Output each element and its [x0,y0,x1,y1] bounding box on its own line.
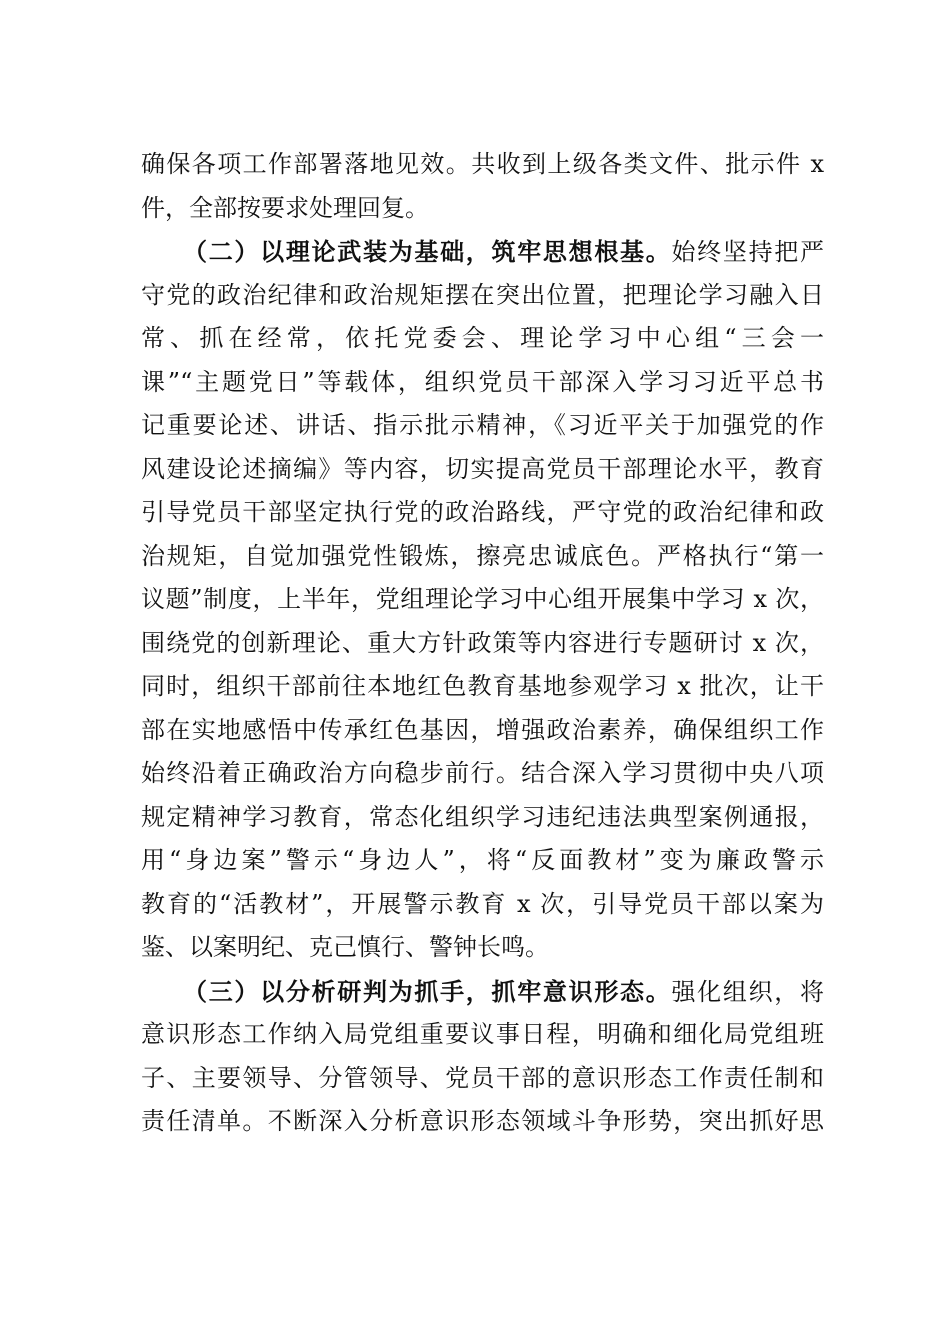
paragraph-line: 记重要论述、讲话、指示批示精神，《习近平关于加强党的作 [141,411,824,439]
paragraph-line: 责任清单。不断深入分析意识形态领域斗争形势，突出抓好思 [141,1107,824,1135]
paragraph-line: 同时，组织干部前往本地红色教育基地参观学习 x 批次，让干 [141,672,824,700]
paragraph-first-line [141,970,824,1014]
paragraph-line: 教育的“活教材”，开展警示教育 x 次，引导党员干部以案为 [141,889,824,918]
paragraph-line: 始终沿着正确政治方向稳步前行。结合深入学习贯彻中央八项 [141,759,824,787]
paragraph-line: 引导党员干部坚定执行党的政治路线，严守党的政治纪律和政 [141,498,824,526]
paragraph-line: 件，全部按要求处理回复。 [141,193,429,222]
paragraph-line: 子、主要领导、分管领导、党员干部的意识形态工作责任制和 [141,1063,824,1092]
paragraph-line: 守党的政治纪律和政治规矩摆在突出位置，把理论学习融入日 [141,280,824,309]
paragraph-line: 用“身边案”警示“身边人”，将“反面教材”变为廉政警示 [141,846,824,874]
paragraph-2 [141,230,824,970]
section-heading: （三）以分析研判为抓手，抓牢意识形态。 [183,976,672,1006]
paragraph-line: 治规矩，自觉加强党性锻炼，擦亮忠诚底色。严格执行“第一 [141,541,824,570]
section-heading: （二）以理论武装为基础，筑牢思想根基。 [183,237,672,266]
paragraph-line: 规定精神学习教育，常态化组织学习违纪违法典型案例通报， [141,802,824,831]
heading-line-text: 始终坚持把严 [671,238,825,266]
paragraph-first-line [141,230,824,274]
paragraph-line: 常、抓在经常，依托党委会、理论学习中心组“三会一 [141,324,824,352]
paragraph-line: 议题”制度，上半年，党组理论学习中心组开展集中学习 x 次， [141,585,824,613]
paragraph-line: 围绕党的创新理论、重大方针政策等内容进行专题研讨 x 次， [141,628,824,657]
paragraph-line: 风建设论述摘编》等内容，切实提高党员干部理论水平，教育 [141,454,824,483]
paragraph-line: 课”“主题党日”等载体，组织党员干部深入学习习近平总书 [141,367,824,396]
paragraph-line: 确保各项工作部署落地见效。共收到上级各类文件、批示件 x [141,150,824,178]
paragraph-line: 鉴、以案明纪、克己慎行、警钟长鸣。 [141,933,549,961]
paragraph-line: 意识形态工作纳入局党组重要议事日程，明确和细化局党组班 [141,1020,824,1048]
document-page [141,143,824,1144]
paragraph-line: 部在实地感悟中传承红色基因，增强政治素养，确保组织工作 [141,715,824,744]
paragraph-3 [141,970,824,1144]
paragraph-1 [141,143,824,230]
heading-line-text: 强化组织，将 [671,977,825,1006]
